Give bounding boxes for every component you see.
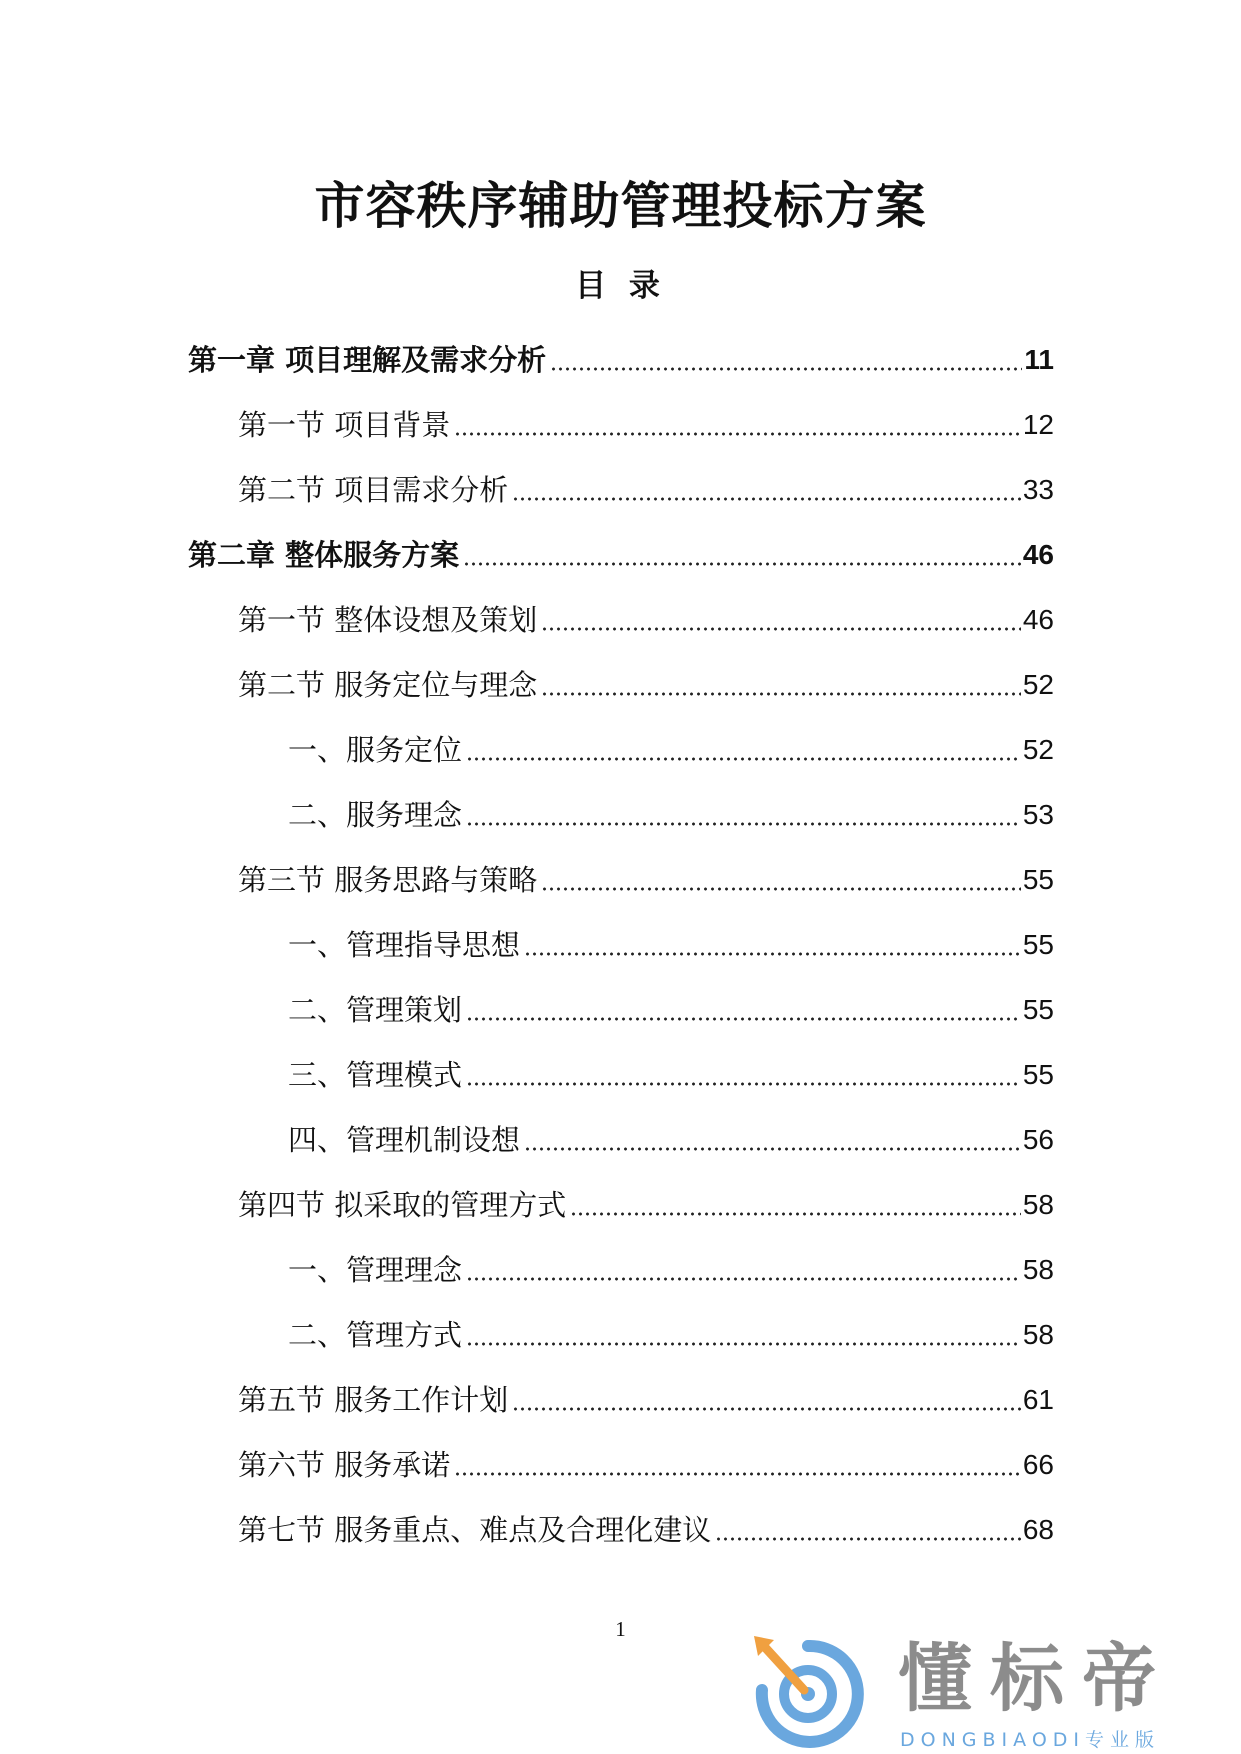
toc-dot-leader <box>512 497 1021 501</box>
toc-entry-label: 第五节 服务工作计划 <box>238 1382 509 1417</box>
toc-dot-leader <box>524 1147 1021 1151</box>
toc-entry-label: 第一节 整体设想及策划 <box>238 602 538 637</box>
toc-entry-subsection[interactable] <box>188 977 1054 1042</box>
toc-entry-page: 11 <box>1024 343 1054 375</box>
toc-entry-label: 一、管理理念 <box>288 1252 463 1287</box>
toc-entry-section[interactable] <box>188 1497 1054 1562</box>
toc-entry-label: 一、管理指导思想 <box>288 927 521 962</box>
toc-entry-page: 46 <box>1022 603 1054 635</box>
toc-entry-page: 58 <box>1022 1318 1054 1350</box>
toc-entry-page: 58 <box>1022 1253 1054 1285</box>
table-of-contents <box>188 327 1054 1562</box>
toc-entry-section[interactable] <box>188 847 1054 912</box>
toc-entry-label: 第四节 拟采取的管理方式 <box>238 1187 567 1222</box>
toc-entry-label: 第一节 项目背景 <box>238 407 451 442</box>
toc-entry-subsection[interactable] <box>188 717 1054 782</box>
toc-entry-page: 46 <box>1022 538 1054 570</box>
toc-entry-label: 三、管理模式 <box>288 1057 463 1092</box>
toc-dot-leader <box>541 692 1021 696</box>
toc-dot-leader <box>454 1472 1021 1476</box>
toc-entry-page: 58 <box>1022 1188 1054 1220</box>
toc-dot-leader <box>541 887 1021 891</box>
toc-entry-chapter-1[interactable] <box>188 327 1054 392</box>
toc-dot-leader <box>541 627 1021 631</box>
toc-entry-label: 一、服务定位 <box>288 732 463 767</box>
toc-heading: 目 录 <box>575 268 666 304</box>
toc-entry-label: 第二章 整体服务方案 <box>188 537 460 572</box>
toc-entry-label: 第二节 项目需求分析 <box>238 472 509 507</box>
toc-entry-label: 四、管理机制设想 <box>288 1122 521 1157</box>
toc-dot-leader <box>466 757 1021 761</box>
toc-entry-subsection[interactable] <box>188 1042 1054 1107</box>
toc-entry-page: 12 <box>1022 408 1054 440</box>
toc-entry-page: 53 <box>1022 798 1054 830</box>
toc-dot-leader <box>463 562 1021 566</box>
toc-entry-section[interactable] <box>188 587 1054 652</box>
toc-entry-label: 二、管理方式 <box>288 1317 463 1352</box>
toc-entry-page: 52 <box>1022 668 1054 700</box>
toc-dot-leader <box>466 1017 1021 1021</box>
toc-entry-chapter-2[interactable] <box>188 522 1054 587</box>
document-title: 市容秩序辅助管理投标方案 <box>314 177 927 235</box>
toc-entry-section[interactable] <box>188 1432 1054 1497</box>
toc-entry-section[interactable] <box>188 652 1054 717</box>
toc-entry-subsection[interactable] <box>188 1302 1054 1367</box>
toc-entry-label: 二、管理策划 <box>288 992 463 1027</box>
toc-entry-label: 第一章 项目理解及需求分析 <box>188 342 547 377</box>
toc-dot-leader <box>512 1407 1021 1411</box>
toc-dot-leader <box>454 432 1021 436</box>
toc-entry-label: 第三节 服务思路与策略 <box>238 862 538 897</box>
toc-entry-page: 52 <box>1022 733 1054 765</box>
toc-entry-page: 55 <box>1022 1058 1054 1090</box>
watermark-logo <box>748 1632 1241 1754</box>
toc-dot-leader <box>466 1277 1021 1281</box>
watermark-brand-name: 懂标帝 <box>898 1636 1174 1722</box>
toc-entry-label: 第七节 服务重点、难点及合理化建议 <box>238 1512 712 1547</box>
toc-entry-subsection[interactable] <box>188 1237 1054 1302</box>
toc-entry-page: 66 <box>1022 1448 1054 1480</box>
toc-entry-subsection[interactable] <box>188 1107 1054 1172</box>
page-number: 1 <box>615 1617 626 1641</box>
toc-entry-page: 55 <box>1022 863 1054 895</box>
toc-dot-leader <box>466 1082 1021 1086</box>
toc-entry-subsection[interactable] <box>188 782 1054 847</box>
toc-entry-section[interactable] <box>188 457 1054 522</box>
toc-entry-section[interactable] <box>188 392 1054 457</box>
toc-entry-page: 55 <box>1022 993 1054 1025</box>
toc-entry-section[interactable] <box>188 1367 1054 1432</box>
toc-dot-leader <box>715 1537 1021 1541</box>
toc-entry-subsection[interactable] <box>188 912 1054 977</box>
toc-entry-label: 第六节 服务承诺 <box>238 1447 451 1482</box>
toc-entry-page: 55 <box>1022 928 1054 960</box>
toc-entry-label: 二、服务理念 <box>288 797 463 832</box>
toc-entry-page: 56 <box>1022 1123 1054 1155</box>
toc-entry-section[interactable] <box>188 1172 1054 1237</box>
toc-entry-page: 33 <box>1022 473 1054 505</box>
toc-entry-label: 第二节 服务定位与理念 <box>238 667 538 702</box>
target-arrow-icon <box>748 1632 868 1754</box>
toc-dot-leader <box>524 952 1021 956</box>
toc-dot-leader <box>570 1212 1021 1216</box>
toc-entry-page: 68 <box>1022 1513 1054 1545</box>
toc-entry-page: 61 <box>1022 1383 1054 1415</box>
toc-dot-leader <box>466 1342 1021 1346</box>
toc-dot-leader <box>550 367 1022 371</box>
watermark-brand-subtitle: DONGBIAODI专业版 <box>900 1729 1161 1751</box>
toc-dot-leader <box>466 822 1021 826</box>
